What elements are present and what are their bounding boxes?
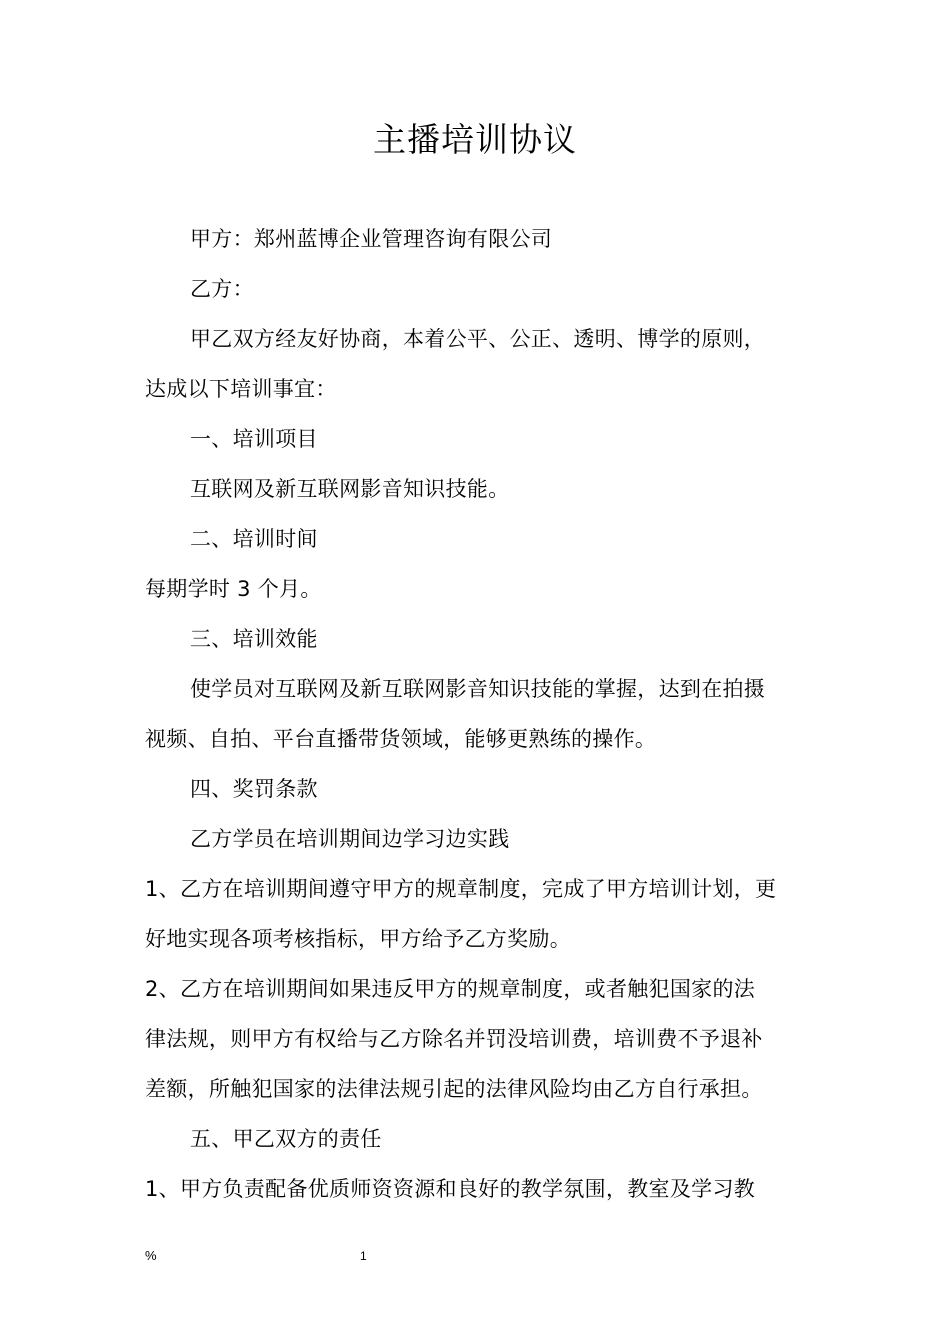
section-heading-1: 一、培训项目 [190, 427, 318, 451]
intro-paragraph-line-1: 甲乙双方经友好协商，本着公平、公正、透明、博学的原则， [190, 327, 766, 351]
section-3-body-line-1: 使学员对互联网及新互联网影音知识技能的掌握，达到在拍摄 [190, 677, 766, 701]
party-a-line: 甲方：郑州蓝博企业管理咨询有限公司 [190, 227, 553, 251]
section-4-item-2-line-1: 2、乙方在培训期间如果违反甲方的规章制度，或者触犯国家的法 [145, 977, 756, 1001]
section-heading-4: 四、奖罚条款 [190, 777, 318, 801]
section-4-intro: 乙方学员在培训期间边学习边实践 [190, 827, 510, 851]
footer-mark: % [145, 1248, 157, 1263]
party-b-line: 乙方： [190, 277, 254, 301]
section-4-item-2-line-3: 差额，所触犯国家的法律法规引起的法律风险均由乙方自行承担。 [145, 1077, 763, 1101]
page-number: 1 [360, 1249, 367, 1263]
document-title: 主播培训协议 [373, 120, 577, 159]
section-heading-3: 三、培训效能 [190, 627, 318, 651]
section-4-item-2-line-2: 律法规，则甲方有权给与乙方除名并罚没培训费，培训费不予退补 [145, 1027, 763, 1051]
section-5-item-1-line-1: 1、甲方负责配备优质师资资源和良好的教学氛围，教室及学习教 [145, 1177, 756, 1201]
section-heading-2: 二、培训时间 [190, 527, 318, 551]
section-4-item-1-line-2: 好地实现各项考核指标，甲方给予乙方奖励。 [145, 927, 571, 951]
section-2-body: 每期学时 3 个月。 [145, 577, 322, 601]
section-heading-5: 五、甲乙双方的责任 [190, 1127, 382, 1151]
section-1-body: 互联网及新互联网影音知识技能。 [190, 477, 510, 501]
section-4-item-1-line-1: 1、乙方在培训期间遵守甲方的规章制度，完成了甲方培训计划，更 [145, 877, 777, 901]
intro-paragraph-line-2: 达成以下培训事宜： [145, 377, 337, 401]
section-3-body-line-2: 视频、自拍、平台直播带货领域，能够更熟练的操作。 [145, 727, 657, 751]
